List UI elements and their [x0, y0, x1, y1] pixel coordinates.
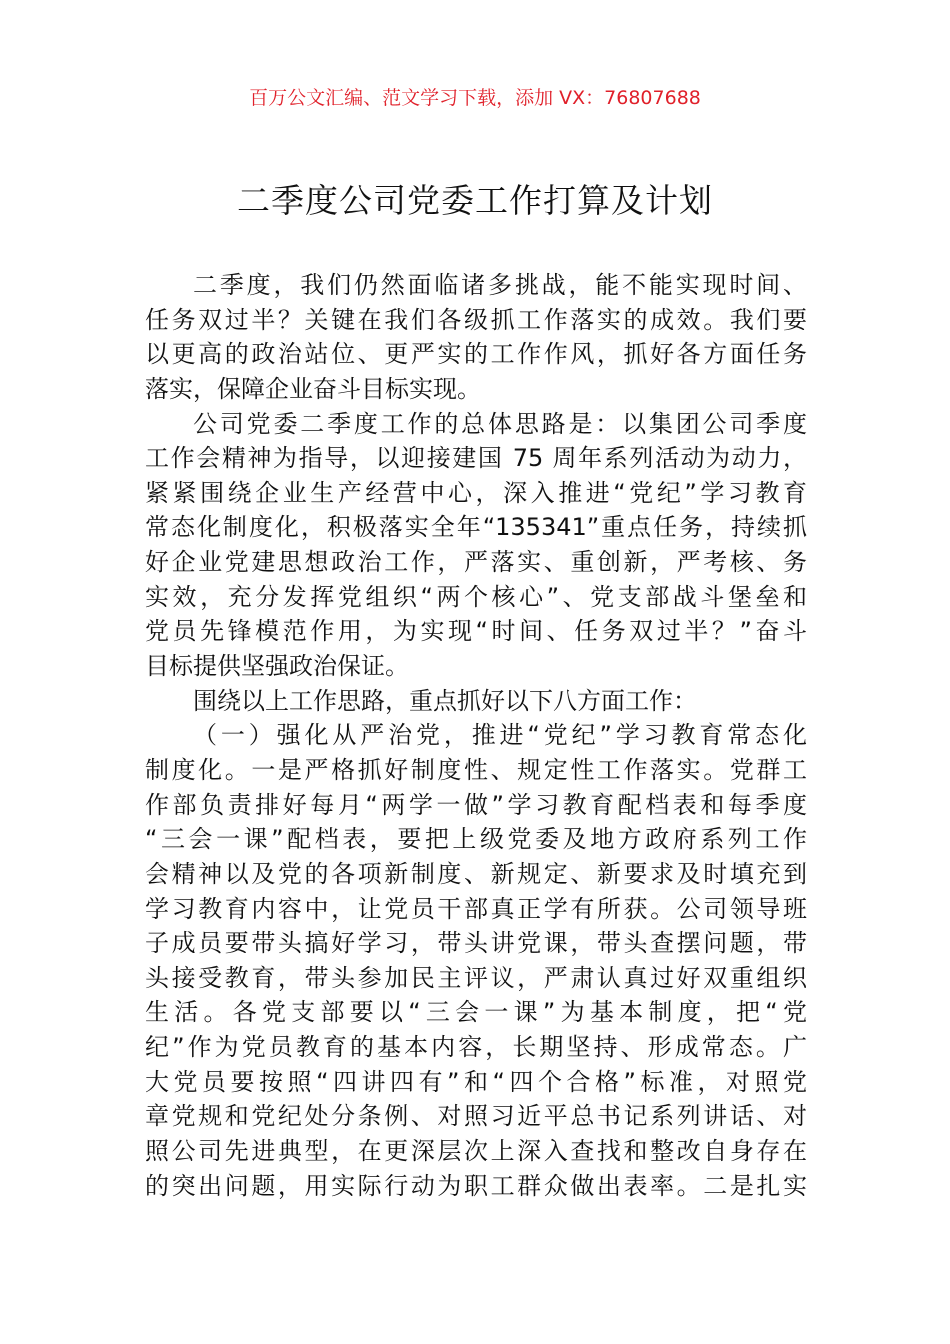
- body-line: 任务双过半？关键在我们各级抓工作落实的成效。我们要: [145, 305, 807, 334]
- body-line: 公司党委二季度工作的总体思路是：以集团公司季度: [193, 409, 807, 438]
- body-line: 好企业党建思想政治工作，严落实、重创新，严考核、务: [145, 548, 807, 577]
- body-line: （一）强化从严治党，推进“党纪”学习教育常态化: [193, 721, 807, 750]
- body-line: 制度化。一是严格抓好制度性、规定性工作落实。党群工: [145, 755, 807, 784]
- body-line: 二季度，我们仍然面临诸多挑战，能不能实现时间、: [193, 271, 807, 299]
- body-line: 学习教育内容中，让党员干部真正学有所获。公司领导班: [145, 894, 807, 923]
- body-line: 照公司先进典型，在更深层次上深入查找和整改自身存在: [145, 1137, 807, 1166]
- body-line: 作部负责排好每月“两学一做”学习教育配档表和每季度: [145, 790, 807, 819]
- body-line: 会精神以及党的各项新制度、新规定、新要求及时填充到: [145, 859, 807, 888]
- body-line: 常态化制度化，积极落实全年“135341”重点任务，持续抓: [145, 513, 807, 542]
- body-line: 目标提供坚强政治保证。: [145, 652, 409, 681]
- body-line: “三会一课”配档表，要把上级党委及地方政府系列工作: [145, 825, 807, 854]
- body-line: 子成员要带头搞好学习，带头讲党课，带头查摆问题，带: [145, 929, 807, 958]
- body-line: 围绕以上工作思路，重点抓好以下八方面工作：: [193, 686, 697, 715]
- body-line: 大党员要按照“四讲四有”和“四个合格”标准，对照党: [145, 1067, 807, 1096]
- body-line: 以更高的政治站位、更严实的工作作风，抓好各方面任务: [145, 340, 807, 369]
- body-line: 落实，保障企业奋斗目标实现。: [145, 374, 481, 403]
- body-line: 纪”作为党员教育的基本内容，长期坚持、形成常态。广: [145, 1033, 807, 1062]
- body-line: 生活。各党支部要以“三会一课”为基本制度，把“党: [145, 998, 807, 1027]
- body-line: 的突出问题，用实际行动为职工群众做出表率。二是扎实: [145, 1171, 807, 1200]
- body-line: 头接受教育，带头参加民主评议，严肃认真过好双重组织: [145, 963, 807, 992]
- body-line: 实效，充分发挥党组织“两个核心”、党支部战斗堡垒和: [145, 582, 807, 611]
- body-line: 工作会精神为指导，以迎接建国 75 周年系列活动为动力，: [145, 444, 807, 473]
- body-line: 党员先锋模范作用，为实现“时间、任务双过半？”奋斗: [145, 617, 807, 646]
- download-notice: 百万公文汇编、范文学习下载，添加 VX：76807688: [249, 87, 701, 109]
- document-title: 二季度公司党委工作打算及计划: [237, 181, 713, 220]
- body-line: 紧紧围绕企业生产经营中心，深入推进“党纪”学习教育: [145, 478, 807, 507]
- document-body: [145, 268, 807, 1203]
- body-line: 章党规和党纪处分条例、对照习近平总书记系列讲话、对: [145, 1102, 807, 1131]
